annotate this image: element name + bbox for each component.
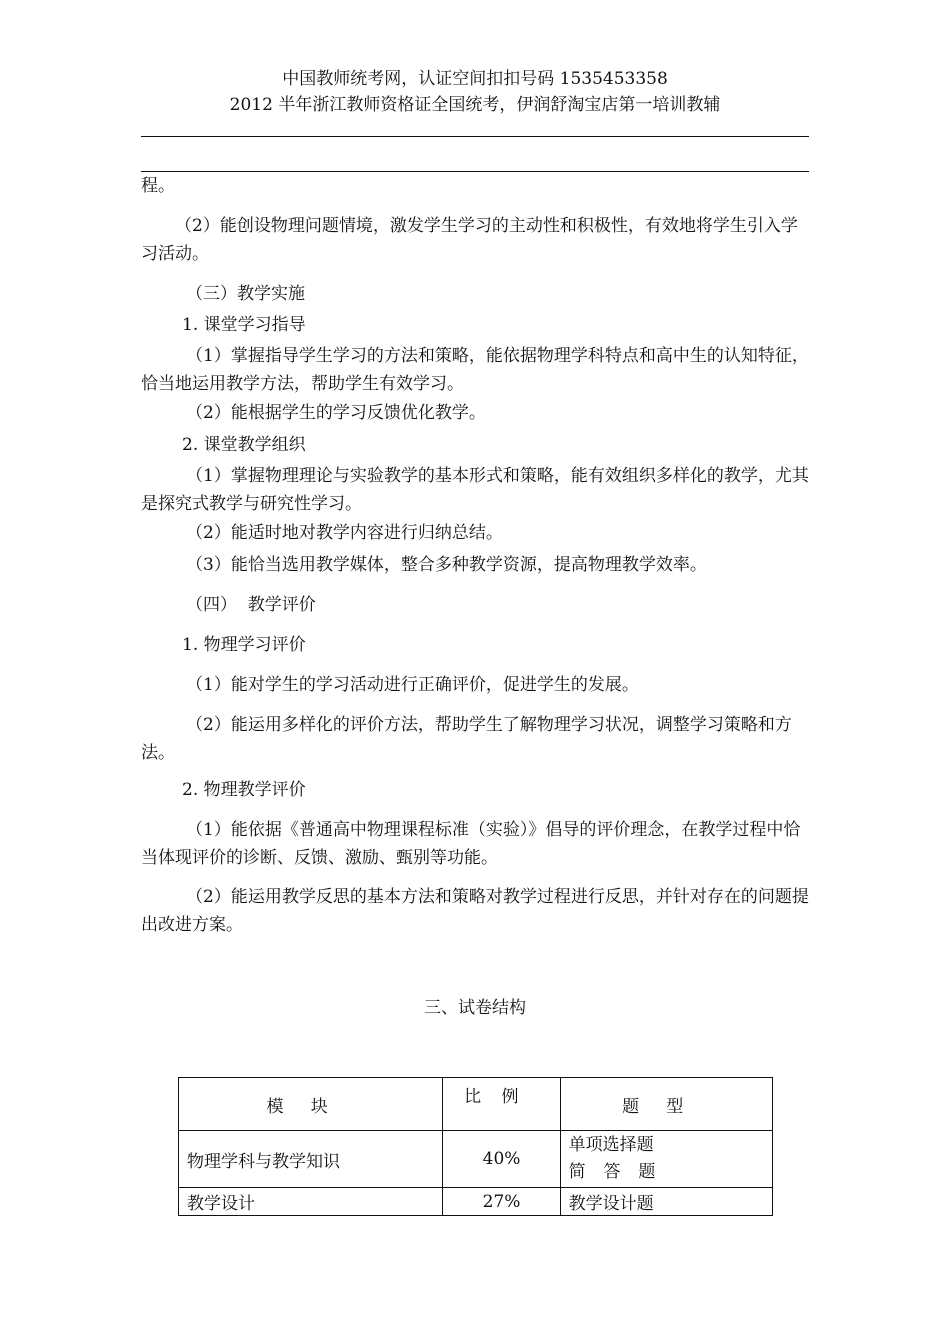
table-cell-module: 教学设计	[179, 1188, 443, 1216]
heading-teaching-implementation: （三）教学实施	[186, 284, 305, 304]
header-line-2: 2012 半年浙江教师资格证全国统考，伊润舒淘宝店第一培训教辅	[229, 95, 721, 115]
paragraph-continuation: 程。	[141, 176, 175, 196]
table-cell-type-item: 简答题	[568, 1162, 674, 1182]
heading-classroom-guidance: 1. 课堂学习指导	[182, 315, 306, 335]
paragraph-create-situation: （2）能创设物理问题情境，激发学生学习的主动性和积极性，有效地将学生引入学习活动。	[141, 216, 798, 264]
table-cell-types: 教学设计题	[560, 1188, 772, 1216]
heading-classroom-organization: 2. 课堂教学组织	[182, 435, 306, 455]
heading-teaching-evaluation-2: 2. 物理教学评价	[182, 780, 306, 800]
paragraph-curriculum-standard: （1）能依据《普通高中物理课程标准（实验）》倡导的评价理念，在教学过程中恰当体现评价的诊断、反馈、激励、甄别等功能。	[141, 820, 801, 868]
paragraph-summarize: （2）能适时地对教学内容进行归纳总结。	[186, 523, 503, 543]
paragraph-media-resources: （3）能恰当选用教学媒体，整合多种教学资源，提高物理教学效率。	[186, 555, 707, 575]
paragraph-feedback-optimize: （2）能根据学生的学习反馈优化教学。	[186, 403, 486, 423]
table-header-module: 模块	[179, 1078, 443, 1131]
table-header-ratio: 比例	[443, 1078, 560, 1131]
paragraph-reflection: （2）能运用教学反思的基本方法和策略对教学过程进行反思，并针对存在的问题提出改进方案。	[141, 887, 809, 935]
header-rule-top	[141, 136, 809, 137]
heading-learning-evaluation: 1. 物理学习评价	[182, 635, 306, 655]
paragraph-diverse-evaluation: （2）能运用多样化的评价方法，帮助学生了解物理学习状况，调整学习策略和方法。	[141, 715, 792, 763]
heading-teaching-evaluation: （四） 教学评价	[186, 595, 316, 615]
paragraph-evaluate-activities: （1）能对学生的学习活动进行正确评价，促进学生的发展。	[186, 675, 639, 695]
paragraph-learning-strategies: （1）掌握指导学生学习的方法和策略，能依据物理学科特点和高中生的认知特征，恰当地运用教学方法，帮助学生有效学习。	[141, 346, 809, 394]
table-row	[179, 1188, 773, 1216]
table-cell-ratio: 40%	[443, 1131, 560, 1188]
table-cell-type-item: 单项选择题	[568, 1135, 654, 1155]
table-row	[179, 1131, 773, 1188]
table-header-row	[179, 1078, 773, 1131]
table-cell-module: 物理学科与教学知识	[179, 1131, 443, 1188]
paragraph-theory-experiment: （1）掌握物理理论与实验教学的基本形式和策略，能有效组织多样化的教学，尤其是探究式教学与研究性学习。	[141, 466, 809, 514]
exam-structure-table	[178, 1077, 773, 1216]
table-header-type: 题型	[560, 1078, 772, 1131]
section-title-exam-structure: 三、试卷结构	[424, 998, 526, 1018]
table-cell-ratio: 27%	[443, 1188, 560, 1216]
table-cell-types	[560, 1131, 772, 1188]
header-line-1: 中国教师统考网，认证空间扣扣号码 1535453358	[282, 69, 668, 89]
